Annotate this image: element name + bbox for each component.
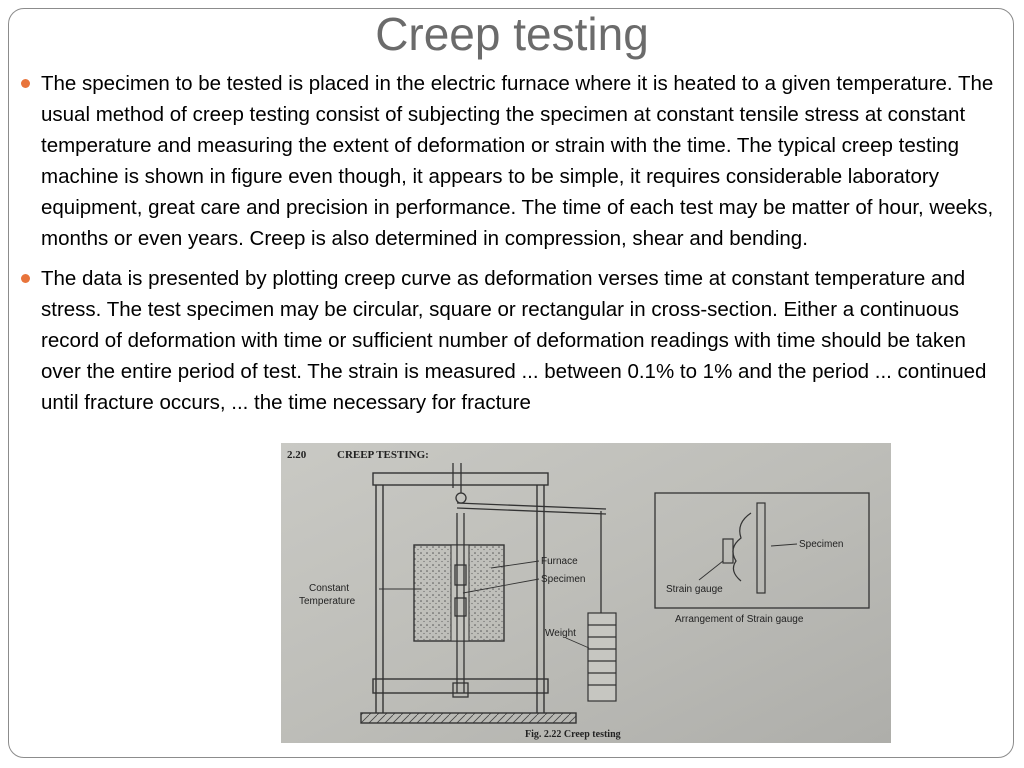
- bullet-item: [20, 68, 1005, 254]
- temperature-label: Temperature: [299, 596, 356, 607]
- creep-testing-figure-photo: [281, 443, 891, 743]
- bullet-text: The data is presented by plotting creep curve as deformation verses time at constant temperature and stress. The test specimen may be circular, square or rectangular in cross-section. Either a continuous record of deformation with time or sufficient number of deformation readings with time should be taken over the entire period of test. The strain is measured ... between 0.1% to 1% and the period ... continued until fracture occurs, ... the time necessary for fracture: [41, 267, 987, 414]
- specimen-label: Specimen: [541, 574, 586, 585]
- strain-gauge-label: Strain gauge: [666, 584, 723, 595]
- inset-specimen-label: Specimen: [799, 539, 844, 550]
- figure-section-heading: CREEP TESTING:: [337, 449, 429, 461]
- weight-stack: [588, 613, 616, 701]
- weight-label: Weight: [545, 628, 576, 639]
- slide-title: Creep testing: [375, 8, 649, 60]
- figure-caption: Fig. 2.22 Creep testing: [525, 729, 621, 740]
- constant-label: Constant: [309, 583, 350, 594]
- bullet-item: [20, 263, 1005, 418]
- bullet-dot-icon: [21, 274, 30, 283]
- furnace: [414, 545, 504, 641]
- furnace-label: Furnace: [541, 556, 578, 567]
- inset-caption: Arrangement of Strain gauge: [675, 614, 804, 625]
- figure-drawing: [281, 443, 891, 743]
- bullet-text: The specimen to be tested is placed in the electric furnace where it is heated to a given temperature. The usual method of creep testing consist of subjecting the specimen at constant tensile stress at constant temperature and measuring the extent of deformation or strain with the time. The typical creep testing machine is shown in figure even though, it appears to be simple, it requires considerable laboratory equipment, great care and precision in performance. The time of each test may be matter of hour, weeks, months or even years. Creep is also determined in compression, shear and bending.: [41, 72, 994, 250]
- figure-section-number: 2.20: [287, 449, 307, 461]
- bullet-list: [20, 68, 1005, 427]
- bullet-dot-icon: [21, 79, 30, 88]
